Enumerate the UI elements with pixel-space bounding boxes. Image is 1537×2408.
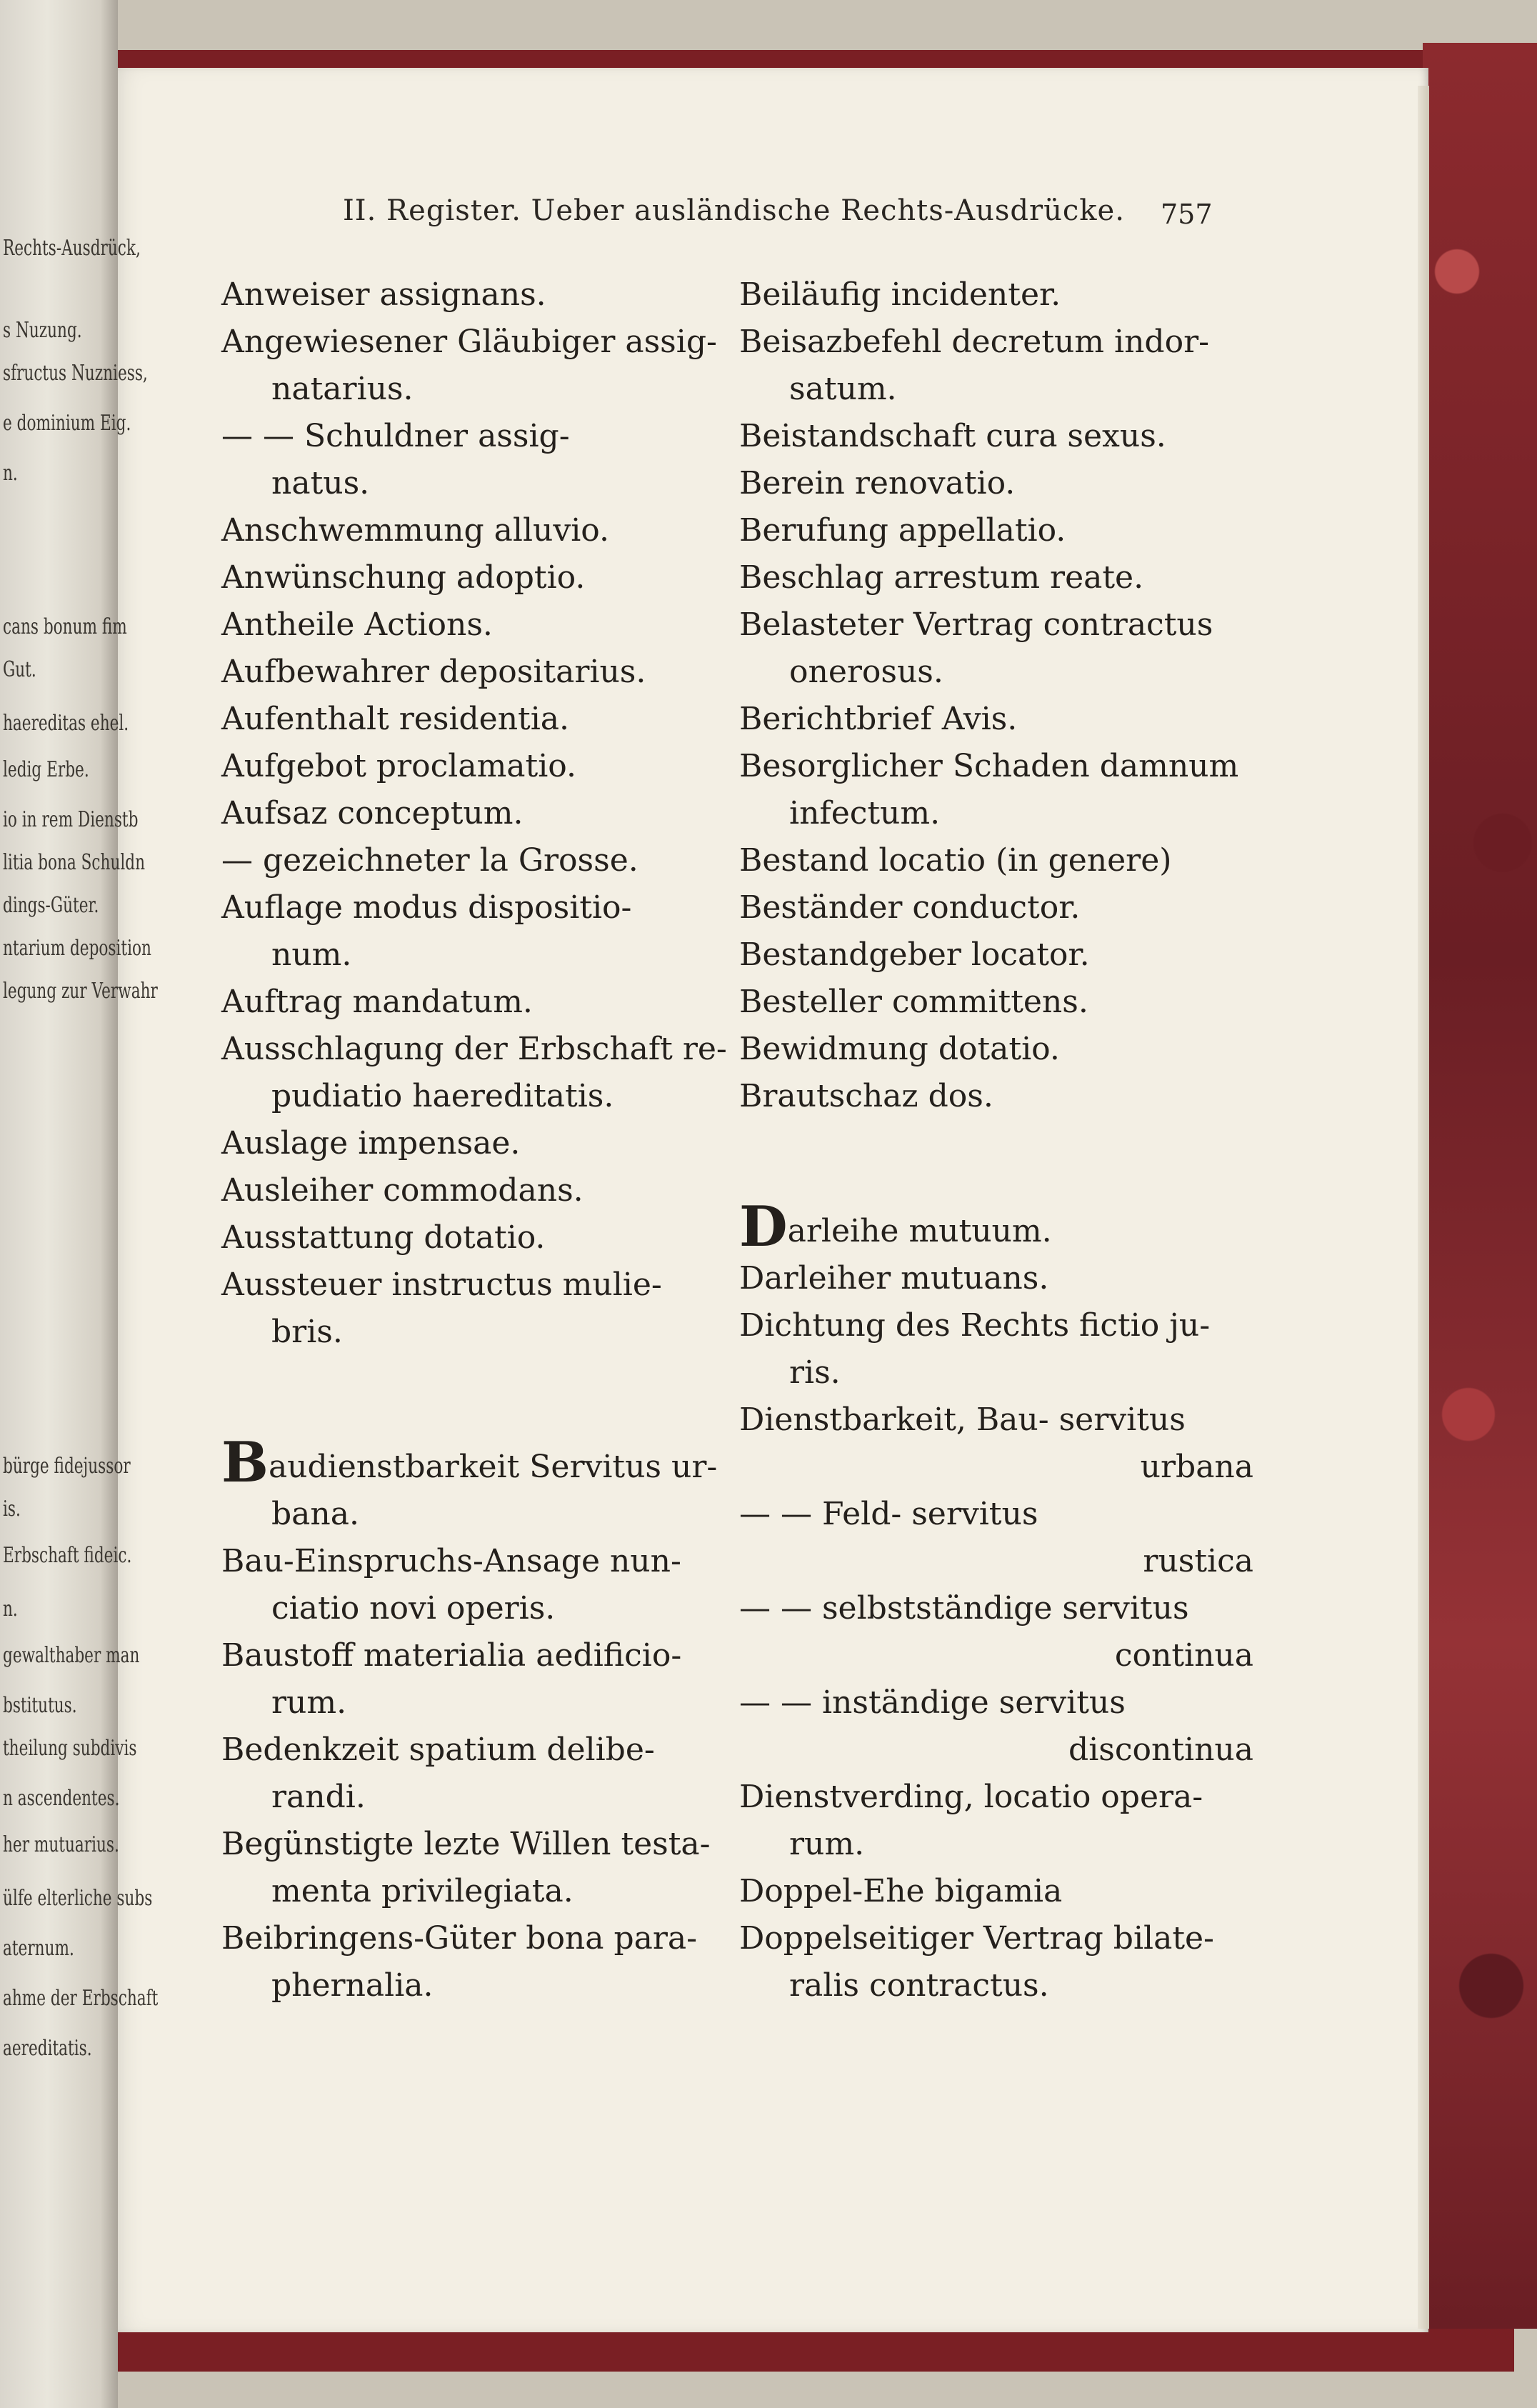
- entry-continuation: rum.: [789, 1826, 865, 1862]
- entry-continuation: pudiatio haereditatis.: [271, 1078, 614, 1114]
- index-entry: [739, 884, 1268, 931]
- entry-line: [221, 1026, 750, 1073]
- page-header: [343, 194, 1214, 230]
- entry-line: [739, 1679, 1268, 1727]
- index-entry: [739, 696, 1268, 743]
- marbled-edge: [1423, 43, 1537, 2329]
- entry-line: [739, 1585, 1268, 1632]
- entry-line: [221, 1727, 750, 1774]
- previous-page-text: cans bonum fim: [3, 614, 127, 639]
- entry-continuation: continua: [1114, 1637, 1253, 1674]
- page-edge: [1418, 86, 1429, 2329]
- index-entry: [739, 1302, 1268, 1397]
- index-entry: [221, 1262, 750, 1356]
- entry-text: Beiläufig incidenter.: [739, 276, 1061, 313]
- entry-text: Ausschlagung der Erbschaft re-: [221, 1031, 727, 1067]
- entry-line: [739, 884, 1268, 931]
- entry-line: [739, 460, 1268, 507]
- entry-text: — — inständige servitus: [739, 1684, 1126, 1721]
- page-number: 757: [1161, 199, 1213, 230]
- entry-text: Auftrag mandatum.: [221, 984, 533, 1020]
- index-entry: [739, 1397, 1268, 1491]
- index-entry: [221, 1167, 750, 1214]
- entry-text: — — Feld- servitus: [739, 1496, 1038, 1532]
- entry-line: [739, 271, 1268, 319]
- entry-continuation: rustica: [1143, 1543, 1253, 1579]
- entry-text: Besorglicher Schaden damnum: [739, 748, 1239, 784]
- entry-text: Bestand locatio (in genere): [739, 842, 1172, 879]
- previous-page-text: io in rem Dienstb: [3, 807, 139, 832]
- entry-text: Belasteter Vertrag contractus: [739, 606, 1213, 643]
- entry-text: Berufung appellatio.: [739, 512, 1066, 549]
- entry-line: [739, 1868, 1268, 1915]
- entry-text: Beständer conductor.: [739, 889, 1081, 926]
- entry-continuation: num.: [271, 936, 352, 973]
- entry-line: [221, 1821, 750, 1868]
- entry-text: Doppelseitiger Vertrag bilate-: [739, 1920, 1214, 1957]
- index-entry: [739, 837, 1268, 884]
- previous-page-text: ülfe elterliche subs: [3, 1886, 153, 1911]
- index-entry: [221, 1430, 750, 1538]
- left-column: [221, 271, 750, 2009]
- entry-continuation: onerosus.: [789, 654, 943, 690]
- entry-line: [221, 1214, 750, 1262]
- index-entry: [221, 1120, 750, 1167]
- entry-text: arleihe mutuum.: [787, 1213, 1052, 1249]
- entry-line: [221, 507, 750, 554]
- entry-text: Angewiesener Gläubiger assig-: [221, 324, 717, 360]
- index-entry: [739, 460, 1268, 507]
- entry-text: Auslage impensae.: [221, 1125, 521, 1161]
- entry-text: Bewidmung dotatio.: [739, 1031, 1060, 1067]
- entry-line: [221, 649, 750, 696]
- entry-text: Beschlag arrestum reate.: [739, 559, 1144, 596]
- entry-text: Anschwemmung alluvio.: [221, 512, 609, 549]
- entry-line: [739, 1774, 1268, 1821]
- previous-page-text: her mutuarius.: [3, 1832, 119, 1857]
- section-gap: [221, 1356, 750, 1442]
- entry-text: Baustoff materialia aedificio-: [221, 1637, 682, 1674]
- entry-line: [739, 601, 1268, 649]
- entry-continuation: rum.: [271, 1684, 347, 1721]
- entry-line: [739, 554, 1268, 601]
- right-column: [739, 271, 1268, 2009]
- entry-text: Besteller committens.: [739, 984, 1088, 1020]
- entry-line: [739, 507, 1268, 554]
- index-entry: [739, 931, 1268, 979]
- previous-page-text: bstitutus.: [3, 1693, 77, 1718]
- previous-page-text: aereditatis.: [3, 2036, 92, 2061]
- previous-page-text: n ascendentes.: [3, 1786, 120, 1811]
- previous-page-edge: [0, 0, 159, 2408]
- entry-continuation: menta privilegiata.: [271, 1873, 574, 1909]
- previous-page-text: theilung subdivis: [3, 1736, 137, 1761]
- entry-text: Ausstattung dotatio.: [221, 1219, 546, 1256]
- entry-text: Auflage modus dispositio-: [221, 889, 632, 926]
- entry-text: — — Schuldner assig-: [221, 418, 570, 454]
- index-entry: [221, 601, 750, 649]
- entry-line: [221, 319, 750, 366]
- entry-line: [221, 837, 750, 884]
- index-entry: [739, 319, 1268, 413]
- previous-page-text: bürge fidejussor: [3, 1454, 131, 1479]
- previous-page-text: aternum.: [3, 1936, 74, 1961]
- entry-continuation: natus.: [271, 465, 370, 501]
- entry-text: Berichtbrief Avis.: [739, 701, 1018, 737]
- index-entry: [739, 1491, 1268, 1585]
- index-entry: [221, 649, 750, 696]
- index-entry: [739, 1915, 1268, 2009]
- entry-text: — gezeichneter la Grosse.: [221, 842, 639, 879]
- entry-line: [739, 979, 1268, 1026]
- entry-line: [221, 1430, 750, 1495]
- index-entry: [221, 743, 750, 790]
- entry-text: Aussteuer instructus mulie-: [221, 1267, 662, 1303]
- section-initial: B: [221, 1430, 269, 1495]
- entry-continuation: infectum.: [789, 795, 941, 831]
- entry-text: Aufsaz conceptum.: [221, 795, 524, 831]
- entry-text: Beistandschaft cura sexus.: [739, 418, 1166, 454]
- entry-text: Bedenkzeit spatium delibe-: [221, 1732, 655, 1768]
- index-entry: [739, 601, 1268, 696]
- previous-page-text: s Nuzung.: [3, 318, 82, 343]
- entry-text: Brautschaz dos.: [739, 1078, 993, 1114]
- previous-page-text: ahme der Erbschaft: [3, 1986, 159, 2011]
- entry-line: [739, 931, 1268, 979]
- previous-page-text: e dominium Eig.: [3, 411, 131, 436]
- previous-page-text: ntarium deposition: [3, 936, 151, 961]
- entry-line: [739, 319, 1268, 366]
- entry-continuation: ralis contractus.: [789, 1967, 1049, 2004]
- entry-text: audienstbarkeit Servitus ur-: [268, 1449, 718, 1485]
- previous-page-text: legung zur Verwahr: [3, 979, 158, 1004]
- entry-continuation: natarius.: [271, 371, 414, 407]
- entry-line: [739, 1491, 1268, 1538]
- previous-page-text: litia bona Schuldn: [3, 850, 146, 875]
- index-entry: [739, 1679, 1268, 1774]
- index-entry: [221, 554, 750, 601]
- entry-line: [739, 837, 1268, 884]
- entry-line: [739, 1302, 1268, 1349]
- entry-line: [221, 696, 750, 743]
- entry-line: [739, 413, 1268, 460]
- previous-page-text: dings-Güter.: [3, 893, 99, 918]
- index-entry: [739, 554, 1268, 601]
- index-entry: [739, 507, 1268, 554]
- entry-line: [739, 1255, 1268, 1302]
- index-entry: [739, 1194, 1268, 1259]
- entry-line: [221, 979, 750, 1026]
- previous-page-text: sfructus Nuzniess,: [3, 361, 148, 386]
- entry-line: [221, 413, 750, 460]
- entry-text: Begünstigte lezte Willen testa-: [221, 1826, 711, 1862]
- index-entry: [739, 979, 1268, 1026]
- entry-line: [739, 1194, 1268, 1259]
- entry-text: Dienstverding, locatio opera-: [739, 1779, 1203, 1815]
- entry-continuation: bana.: [271, 1496, 359, 1532]
- entry-line: [221, 1167, 750, 1214]
- entry-text: Aufbewahrer depositarius.: [221, 654, 646, 690]
- entry-text: Dienstbarkeit, Bau- servitus: [739, 1402, 1186, 1438]
- index-entry: [221, 1632, 750, 1727]
- entry-continuation: ciatio novi operis.: [271, 1590, 556, 1627]
- index-entry: [739, 271, 1268, 319]
- entry-text: Aufgebot proclamatio.: [221, 748, 576, 784]
- previous-page-text: is.: [3, 1497, 21, 1522]
- entry-line: [221, 554, 750, 601]
- entry-text: Ausleiher commodans.: [221, 1172, 584, 1209]
- index-entry: [221, 1915, 750, 2009]
- index-entry: [221, 884, 750, 979]
- entry-continuation: satum.: [789, 371, 897, 407]
- index-entry: [221, 837, 750, 884]
- entry-line: [739, 1026, 1268, 1073]
- entry-line: [221, 601, 750, 649]
- index-entry: [221, 1727, 750, 1821]
- previous-page-text: ledig Erbe.: [3, 757, 89, 782]
- entry-line: [221, 1120, 750, 1167]
- entry-text: Antheile Actions.: [221, 606, 493, 643]
- index-entry: [739, 1774, 1268, 1868]
- entry-continuation: bris.: [271, 1314, 343, 1350]
- previous-page-text: haereditas ehel.: [3, 711, 129, 736]
- index-entry: [739, 1868, 1268, 1915]
- entry-text: — — selbstständige servitus: [739, 1590, 1189, 1627]
- entry-text: Anwünschung adoptio.: [221, 559, 586, 596]
- index-entry: [739, 413, 1268, 460]
- index-entry: [221, 1821, 750, 1915]
- index-entry: [221, 1538, 750, 1632]
- entry-line: [221, 743, 750, 790]
- previous-page-text: Erbschaft fideic.: [3, 1543, 132, 1568]
- entry-continuation: ris.: [789, 1354, 841, 1391]
- entry-line: [221, 1538, 750, 1585]
- entry-line: [739, 743, 1268, 790]
- entry-text: Dichtung des Rechts fictio ju-: [739, 1307, 1211, 1344]
- index-entry: [221, 319, 750, 413]
- index-entry: [739, 1255, 1268, 1302]
- index-entry: [221, 507, 750, 554]
- entry-text: Aufenthalt residentia.: [221, 701, 570, 737]
- previous-page-text: Rechts-Ausdrück,: [3, 236, 141, 261]
- entry-line: [221, 1915, 750, 1962]
- entry-text: Berein renovatio.: [739, 465, 1016, 501]
- entry-text: Anweiser assignans.: [221, 276, 546, 313]
- previous-page-text: n.: [3, 461, 18, 486]
- entry-continuation: urbana: [1140, 1449, 1253, 1485]
- index-entry: [221, 413, 750, 507]
- entry-line: [739, 1397, 1268, 1444]
- index-entry: [221, 271, 750, 319]
- index-entry: [221, 790, 750, 837]
- index-entry: [739, 1585, 1268, 1679]
- entry-line: [221, 790, 750, 837]
- index-entry: [739, 743, 1268, 837]
- entry-line: [221, 884, 750, 931]
- entry-line: [221, 1262, 750, 1309]
- entry-text: Bau-Einspruchs-Ansage nun-: [221, 1543, 681, 1579]
- index-entry: [221, 979, 750, 1026]
- entry-continuation: randi.: [271, 1779, 366, 1815]
- entry-text: Bestandgeber locator.: [739, 936, 1090, 973]
- index-entry: [221, 1214, 750, 1262]
- entry-continuation: phernalia.: [271, 1967, 434, 2004]
- entry-line: [739, 1073, 1268, 1120]
- index-entry: [739, 1073, 1268, 1120]
- previous-page-text: gewalthaber man: [3, 1643, 140, 1668]
- section-gap: [739, 1120, 1268, 1206]
- entry-text: Beibringens-Güter bona para-: [221, 1920, 698, 1957]
- entry-text: Beisazbefehl decretum indor-: [739, 324, 1209, 360]
- entry-line: [739, 696, 1268, 743]
- previous-page-text: Gut.: [3, 657, 36, 682]
- entry-line: [221, 271, 750, 319]
- entry-line: [739, 1915, 1268, 1962]
- entry-text: Doppel-Ehe bigamia: [739, 1873, 1063, 1909]
- entry-continuation: discontinua: [1068, 1732, 1253, 1768]
- index-entry: [739, 1026, 1268, 1073]
- index-entry: [221, 1026, 750, 1120]
- running-title: II. Register. Ueber ausländische Rechts-Ausdrücke.: [343, 194, 1125, 227]
- entry-line: [221, 1632, 750, 1679]
- entry-text: Darleiher mutuans.: [739, 1260, 1049, 1297]
- previous-page-text: n.: [3, 1597, 18, 1622]
- section-initial: D: [739, 1194, 788, 1259]
- index-entry: [221, 696, 750, 743]
